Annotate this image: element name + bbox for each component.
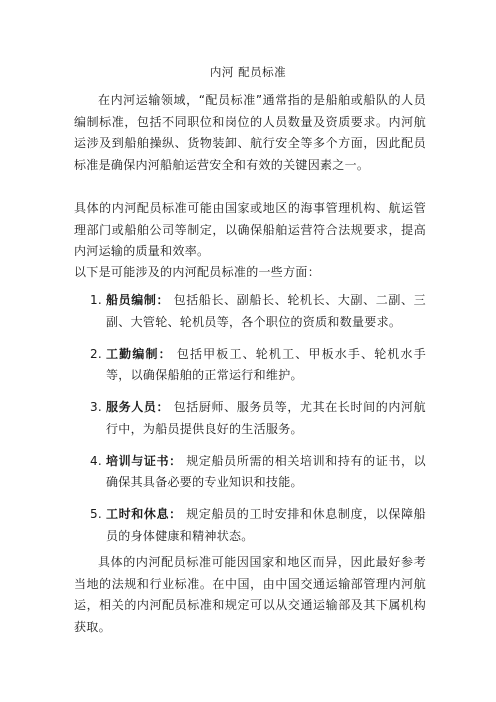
list-item-term: 培训与证书： [106,453,182,468]
list-item [74,290,426,333]
list-item-term: 服务人员： [106,400,170,414]
closing-paragraph: 具体的内河配员标准可能因国家和地区而异，因此最好参考当地的法规和行业标准。在中国，由中国交通运输部管理内河航运，相关的内河配员标准和规定可以从交通运输部及其下属机构获取。 [74,555,426,634]
standards-list [74,290,426,558]
list-item-number: 1. [90,293,103,307]
list-item-term: 工勤编制： [106,346,172,361]
list-item-number: 4. [90,453,103,468]
list-item-number: 2. [90,346,103,361]
list-item-term: 船员编制： [106,293,170,307]
standards-source-paragraph: 具体的内河配员标准可能由国家或地区的海事管理机构、航运管理部门或船舶公司等制定，以确保船舶运营符合法规要求，提高内河运输的质量和效率。 [74,201,426,258]
list-item-term: 工时和休息： [106,507,182,521]
list-item [74,397,426,440]
document-title: 内河 配员标准 [209,65,287,79]
list-item [74,451,426,494]
list-item-number: 5. [90,507,103,521]
list-item-text: 包括甲板工、轮机工、甲板水手、轮机水手等，以确保船舶的正常运行和维护。 [106,346,426,382]
list-item-text: 包括船长、副船长、轮机长、大副、二副、三副、大管轮、轮机员等，各个职位的资质和数量要求。 [106,293,426,329]
intro-paragraph: 在内河运输领域，“配员标准”通常指的是船舶或船队的人员编制标准，包括不同职位和岗位的人员数量及资质要求。内河航运涉及到船舶操纵、货物装卸、航行安全等多个方面，因此配员标准是确保内河船舶运营安全和有效的关键因素之一。 [74,93,426,172]
list-item-text: 包括厨师、服务员等，尤其在长时间的内河航行中，为船员提供良好的生活服务。 [106,400,426,436]
list-item-text: 规定船员的工时安排和休息制度，以保障船员的身体健康和精神状态。 [106,507,426,543]
list-item [74,504,426,547]
list-intro: 以下是可能涉及的内河配员标准的一些方面： [74,265,321,279]
list-item-number: 3. [90,400,103,414]
list-item-text: 规定船员所需的相关培训和持有的证书，以确保其具备必要的专业知识和技能。 [106,453,426,489]
list-item [74,344,426,387]
